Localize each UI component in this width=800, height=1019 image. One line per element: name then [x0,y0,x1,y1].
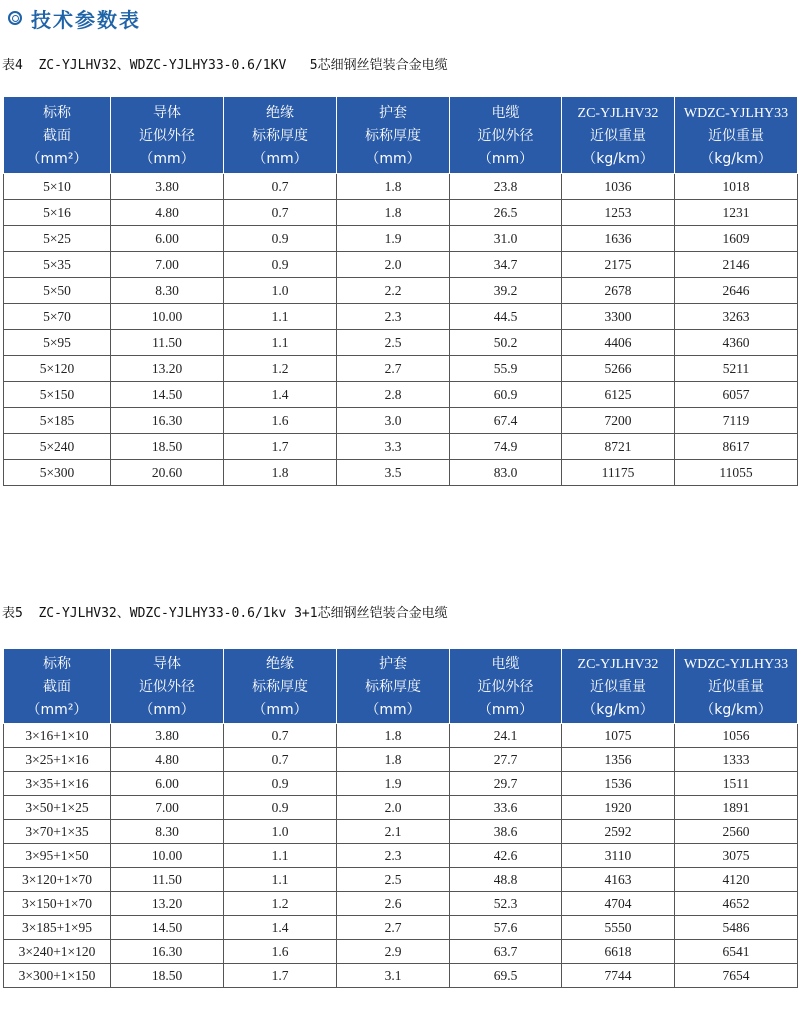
table1-header-col-0 [4,97,111,174]
table-cell: 7119 [675,408,798,434]
table-cell: 3110 [562,844,675,868]
table-cell: 3×16+1×10 [4,724,111,748]
table-cell: 3×70+1×35 [4,820,111,844]
table-cell: 1.2 [224,356,337,382]
table-row [4,278,798,304]
table2-header-col-4 [450,649,562,724]
table-cell: 5211 [675,356,798,382]
table-cell: 1.9 [337,226,450,252]
table-cell: 5×120 [4,356,111,382]
table-cell: 2.3 [337,844,450,868]
table-cell: 18.50 [111,964,224,988]
table-cell: 0.9 [224,796,337,820]
header-text-line: （mm） [139,701,195,718]
table-cell: 14.50 [111,382,224,408]
table-cell: 5486 [675,916,798,940]
header-text-line: 近似重量 [708,678,764,695]
table-cell: 34.7 [450,252,562,278]
table-cell: 39.2 [450,278,562,304]
table-cell: 11.50 [111,330,224,356]
table-cell: 5×25 [4,226,111,252]
table2-header-col-5 [562,649,675,724]
table1-spec-table [3,96,798,486]
table-cell: 5×35 [4,252,111,278]
page-heading [8,4,141,32]
table-cell: 1.2 [224,892,337,916]
table-cell: 1231 [675,200,798,226]
table-cell: 4652 [675,892,798,916]
table-row [4,772,798,796]
table-row [4,940,798,964]
header-text-line: 护套 [379,104,407,121]
table-cell: 0.9 [224,772,337,796]
table-cell: 5×185 [4,408,111,434]
table-row [4,382,798,408]
table-cell: 1609 [675,226,798,252]
table-cell: 1.8 [337,174,450,200]
table1-header-col-2 [224,97,337,174]
header-text-line: 近似外径 [477,127,534,144]
header-text-line: 近似重量 [590,678,646,695]
table2-caption: 表5 ZC-YJLHV32、WDZC-YJLHY33-0.6/1kv 3+1芯细钢丝铠装合金电缆 [2,606,448,621]
header-text-line: 标称厚度 [252,678,308,695]
table-cell: 2146 [675,252,798,278]
table1-header-row [4,97,798,174]
table-cell: 0.9 [224,226,337,252]
table-cell: 3×25+1×16 [4,748,111,772]
table-cell: 2560 [675,820,798,844]
header-text-line: 标称 [43,104,71,121]
table-cell: 3.1 [337,964,450,988]
table-cell: 4163 [562,868,675,892]
header-text-line: 近似外径 [477,678,534,695]
table-cell: 1.7 [224,964,337,988]
table-cell: 2.2 [337,278,450,304]
header-text-line: 近似外径 [139,127,195,144]
table-cell: 0.9 [224,252,337,278]
table-cell: 3×35+1×16 [4,772,111,796]
table-row [4,252,798,278]
table-cell: 2678 [562,278,675,304]
table-cell: 2592 [562,820,675,844]
table-cell: 2175 [562,252,675,278]
table-cell: 0.7 [224,200,337,226]
table-cell: 2.1 [337,820,450,844]
table-cell: 1.6 [224,940,337,964]
table-row [4,748,798,772]
circle-bullet-icon [8,11,22,25]
table-row [4,356,798,382]
table-cell: 83.0 [450,460,562,486]
header-text-line: 标称 [43,655,71,672]
header-text-line: 护套 [379,655,407,672]
table-cell: 3×150+1×70 [4,892,111,916]
table-cell: 1.8 [337,200,450,226]
table-cell: 4704 [562,892,675,916]
table-cell: 11175 [562,460,675,486]
header-text-line: ZC-YJLHV32 [577,656,659,672]
header-text-line: （mm²） [26,150,88,167]
table-row [4,460,798,486]
table-cell: 52.3 [450,892,562,916]
table-cell: 4.80 [111,200,224,226]
table-cell: 60.9 [450,382,562,408]
table1-caption: 表4 ZC-YJLHV32、WDZC-YJLHY33-0.6/1KV 5芯细钢丝铠装合金电缆 [2,58,448,73]
table-row [4,844,798,868]
table-cell: 5×16 [4,200,111,226]
table-cell: 1056 [675,724,798,748]
table-cell: 1.1 [224,844,337,868]
header-text-line: 近似重量 [590,127,646,144]
table-cell: 7744 [562,964,675,988]
table-cell: 5×95 [4,330,111,356]
table-cell: 1.4 [224,916,337,940]
header-text-line: 导体 [153,104,181,121]
table-cell: 1.7 [224,434,337,460]
table-cell: 4360 [675,330,798,356]
table-cell: 2.7 [337,916,450,940]
table-cell: 42.6 [450,844,562,868]
header-text-line: （mm） [365,150,421,167]
table-cell: 3300 [562,304,675,330]
table-cell: 1018 [675,174,798,200]
table-cell: 69.5 [450,964,562,988]
table-cell: 5×150 [4,382,111,408]
table-cell: 1356 [562,748,675,772]
table-row [4,892,798,916]
table-cell: 1.6 [224,408,337,434]
table-cell: 0.7 [224,724,337,748]
table1-header-col-5 [562,97,675,174]
table-cell: 3.80 [111,724,224,748]
header-text-line: （kg/km） [700,701,772,718]
table-cell: 1636 [562,226,675,252]
table-cell: 1.1 [224,868,337,892]
header-text-line: 截面 [43,127,71,144]
table-cell: 4406 [562,330,675,356]
table1-header-col-3 [337,97,450,174]
table-cell: 4.80 [111,748,224,772]
header-text-line: 近似重量 [708,127,764,144]
table-cell: 6618 [562,940,675,964]
table-row [4,916,798,940]
header-text-line: 导体 [153,655,181,672]
table-cell: 5×10 [4,174,111,200]
header-text-line: （mm） [139,150,195,167]
table-cell: 57.6 [450,916,562,940]
table-cell: 6125 [562,382,675,408]
header-text-line: （mm²） [26,701,88,718]
table-cell: 1253 [562,200,675,226]
table-cell: 1.1 [224,304,337,330]
table-cell: 1.8 [224,460,337,486]
header-text-line: 截面 [43,678,71,695]
header-text-line: 标称厚度 [365,127,421,144]
header-text-line: 绝缘 [266,104,294,121]
table-cell: 23.8 [450,174,562,200]
table-cell: 5550 [562,916,675,940]
table-cell: 26.5 [450,200,562,226]
table-cell: 16.30 [111,940,224,964]
table-cell: 13.20 [111,356,224,382]
table-cell: 1.8 [337,748,450,772]
table-cell: 2.6 [337,892,450,916]
table-cell: 1.0 [224,820,337,844]
table-cell: 5266 [562,356,675,382]
table-cell: 67.4 [450,408,562,434]
table-cell: 24.1 [450,724,562,748]
header-text-line: （kg/km） [582,150,654,167]
header-text-line: WDZC-YJLHY33 [683,105,789,121]
table-cell: 20.60 [111,460,224,486]
table-cell: 55.9 [450,356,562,382]
table-cell: 44.5 [450,304,562,330]
header-text-line: 电缆 [491,655,520,672]
table-row [4,868,798,892]
table-cell: 1.8 [337,724,450,748]
table-cell: 6.00 [111,772,224,796]
table-cell: 2.5 [337,330,450,356]
page-title: 技术参数表 [31,7,141,32]
table-cell: 2.0 [337,252,450,278]
table-row [4,820,798,844]
table-cell: 0.7 [224,748,337,772]
table-cell: 1511 [675,772,798,796]
table-cell: 38.6 [450,820,562,844]
header-text-line: （mm） [252,150,308,167]
table2-header-row [4,649,798,724]
table-cell: 3×300+1×150 [4,964,111,988]
table-cell: 33.6 [450,796,562,820]
header-text-line: （kg/km） [700,150,772,167]
table-cell: 2.5 [337,868,450,892]
table-cell: 1036 [562,174,675,200]
table-cell: 18.50 [111,434,224,460]
table2-header-col-1 [111,649,224,724]
table-cell: 31.0 [450,226,562,252]
table-row [4,434,798,460]
table2-header-col-6 [675,649,798,724]
table-row [4,200,798,226]
table2-header-col-3 [337,649,450,724]
table-cell: 1.9 [337,772,450,796]
table-row [4,408,798,434]
table-cell: 1920 [562,796,675,820]
table-cell: 3×240+1×120 [4,940,111,964]
header-text-line: ZC-YJLHV32 [577,105,659,121]
table-cell: 3×185+1×95 [4,916,111,940]
header-text-line: （mm） [477,701,534,718]
header-text-line: 标称厚度 [252,127,308,144]
table-cell: 8617 [675,434,798,460]
table-cell: 3×95+1×50 [4,844,111,868]
table-cell: 27.7 [450,748,562,772]
table-cell: 13.20 [111,892,224,916]
table-cell: 1333 [675,748,798,772]
header-text-line: （mm） [365,701,421,718]
table-cell: 11.50 [111,868,224,892]
table-row [4,330,798,356]
table-cell: 3263 [675,304,798,330]
table-cell: 2.3 [337,304,450,330]
table-cell: 1891 [675,796,798,820]
table-cell: 2.7 [337,356,450,382]
table-cell: 0.7 [224,174,337,200]
table-cell: 7200 [562,408,675,434]
table-cell: 4120 [675,868,798,892]
table-cell: 29.7 [450,772,562,796]
table-row [4,964,798,988]
table-cell: 3×120+1×70 [4,868,111,892]
table-cell: 63.7 [450,940,562,964]
table-cell: 7.00 [111,252,224,278]
table-cell: 8721 [562,434,675,460]
table-cell: 3075 [675,844,798,868]
header-text-line: （kg/km） [582,701,654,718]
table-cell: 2.0 [337,796,450,820]
table-cell: 10.00 [111,304,224,330]
table-cell: 6057 [675,382,798,408]
table-cell: 2646 [675,278,798,304]
table-cell: 48.8 [450,868,562,892]
table-cell: 6.00 [111,226,224,252]
header-text-line: 标称厚度 [365,678,421,695]
table-cell: 5×50 [4,278,111,304]
table-row [4,724,798,748]
header-text-line: 电缆 [491,104,520,121]
table-cell: 11055 [675,460,798,486]
table-cell: 2.8 [337,382,450,408]
table1-header-col-4 [450,97,562,174]
table-cell: 5×240 [4,434,111,460]
table-cell: 3.3 [337,434,450,460]
table-cell: 14.50 [111,916,224,940]
table2-header-col-2 [224,649,337,724]
table1-header-col-6 [675,97,798,174]
table-cell: 3.80 [111,174,224,200]
header-text-line: （mm） [252,701,308,718]
table2-spec-table [3,648,798,988]
table-cell: 2.9 [337,940,450,964]
table-cell: 8.30 [111,278,224,304]
table-cell: 1075 [562,724,675,748]
table-cell: 1.1 [224,330,337,356]
header-text-line: 绝缘 [266,655,294,672]
table-cell: 7.00 [111,796,224,820]
header-text-line: （mm） [477,150,534,167]
table-cell: 1.0 [224,278,337,304]
table2-header-col-0 [4,649,111,724]
table-cell: 16.30 [111,408,224,434]
table-row [4,304,798,330]
table-cell: 1.4 [224,382,337,408]
table-row [4,796,798,820]
table-cell: 6541 [675,940,798,964]
table-cell: 10.00 [111,844,224,868]
header-text-line: WDZC-YJLHY33 [683,656,789,672]
table-cell: 1536 [562,772,675,796]
table1-header-col-1 [111,97,224,174]
table-cell: 8.30 [111,820,224,844]
header-text-line: 近似外径 [139,678,195,695]
table-cell: 50.2 [450,330,562,356]
table-cell: 74.9 [450,434,562,460]
table-cell: 3.0 [337,408,450,434]
table-cell: 3×50+1×25 [4,796,111,820]
table-row [4,174,798,200]
table-row [4,226,798,252]
table-cell: 5×70 [4,304,111,330]
table-cell: 3.5 [337,460,450,486]
table-cell: 5×300 [4,460,111,486]
table-cell: 7654 [675,964,798,988]
